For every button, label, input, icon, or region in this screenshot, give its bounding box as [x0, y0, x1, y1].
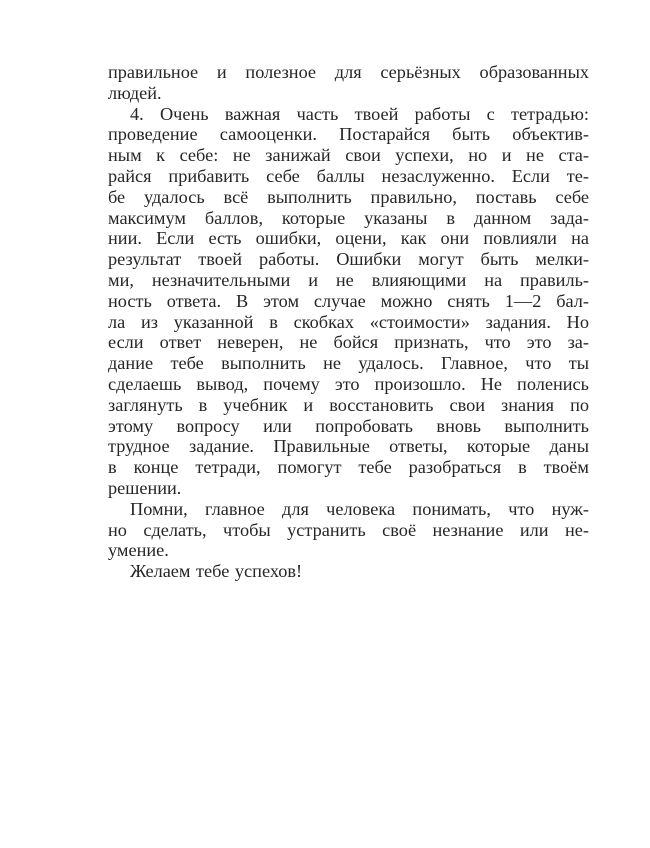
text-line: трудное задание. Правильные ответы, которые даны [108, 436, 589, 457]
text-line: правильное и полезное для серьёзных образованных [108, 62, 589, 82]
text-line: ми, незначительными и не влияющими на правиль- [108, 269, 589, 290]
text-line: этому вопросу или попробовать вновь выполнить [108, 415, 589, 436]
paragraph-wishes [108, 561, 589, 582]
text-line: если ответ неверен, не бойся признать, что это за- [108, 332, 589, 353]
paragraph-remember [108, 499, 589, 561]
text-line: проведение самооценки. Постарайся быть объектив- [108, 124, 589, 145]
text-line: но сделать, чтобы устранить своё незнание или не- [108, 519, 589, 540]
text-line: в конце тетради, помогут тебе разобраться в твоём [108, 457, 589, 478]
text-line: решении. [108, 477, 182, 498]
text-line: результат твоей работы. Ошибки могут быть мелки- [108, 249, 589, 270]
paragraph-self-assessment [108, 104, 589, 499]
text-line: людей. [108, 82, 162, 103]
paragraph-intro-end [108, 62, 589, 104]
text-line: Помни, главное для человека понимать, что нуж- [130, 498, 589, 519]
text-line: ным к себе: не занижай свои успехи, но и не ста- [108, 145, 589, 166]
text-line: бе удалось всё выполнить правильно, поставь себе [108, 186, 589, 207]
text-line: дание тебе выполнить не удалось. Главное, что ты [108, 353, 589, 374]
text-line: Желаем тебе успехов! [130, 561, 303, 582]
text-line: 4. Очень важная часть твоей работы с тетрадью: [130, 103, 589, 124]
text-line: ность ответа. В этом случае можно снять 1—2 бал- [108, 290, 589, 311]
text-line: нии. Если есть ошибки, оцени, как они повлияли на [108, 228, 589, 249]
text-line: умение. [108, 540, 169, 561]
text-line: заглянуть в учебник и восстановить свои знания по [108, 394, 589, 415]
document-page [108, 62, 589, 582]
text-line: сделаешь вывод, почему это произошло. Не поленись [108, 373, 589, 394]
text-line: райся прибавить себе баллы незаслуженно. Если те- [108, 165, 589, 186]
text-line: ла из указанной в скобках «стоимости» задания. Но [108, 311, 589, 332]
text-line: максимум баллов, которые указаны в данном зада- [108, 207, 589, 228]
